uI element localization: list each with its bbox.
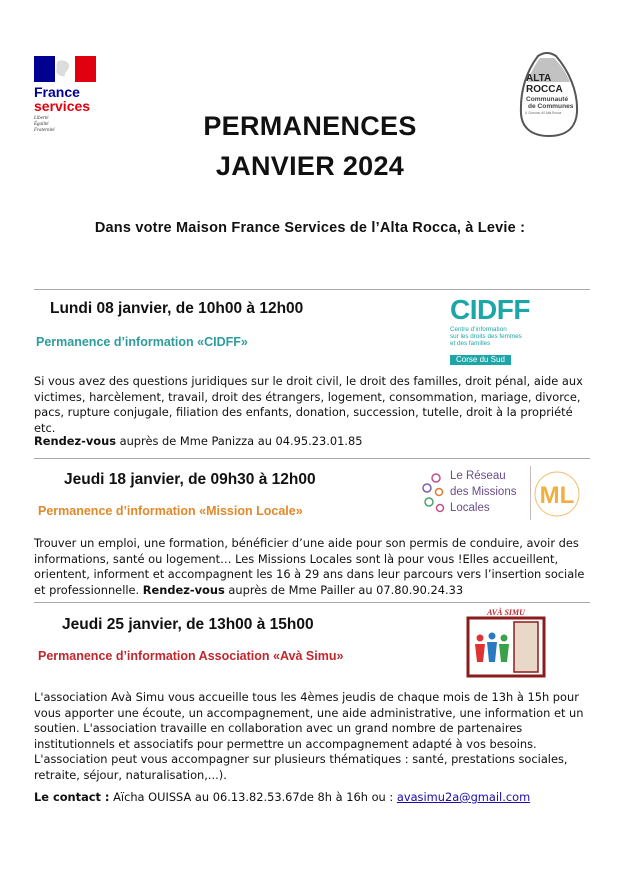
title-line2: JANVIER 2024 bbox=[215, 151, 405, 181]
section-3-permanence: Permanence d’information Association «Avà Simu» bbox=[38, 649, 344, 663]
alta-rocca-line4: de Communes bbox=[528, 103, 574, 110]
section-3-body: L'association Avà Simu vous accueille tous les 4èmes jeudis de chaque mois de 13h à 15h pour vous apporter une écoute, un accompagnement, une aide administrative, une information et un soutien. L'association travaille en collaboration avec un grand nombre de partenaires institutionnels et associatifs pour permettre un accompagnement adapté à vos besoins. L'association peut vous accompagner sur plusieurs thématiques : santé, prestations sociales, retraite, séjour, naturalisation,...). bbox=[34, 690, 584, 782]
title-line1: PERMANENCES bbox=[203, 111, 417, 141]
section-1-permanence: Permanence d’information «CIDFF» bbox=[36, 335, 248, 349]
section-1-date: Lundi 08 janvier, de 10h00 à 12h00 bbox=[50, 300, 304, 317]
section-divider bbox=[34, 289, 590, 290]
alta-rocca-line1: ALTA bbox=[526, 73, 552, 84]
contact-email-link[interactable]: avasimu2a@gmail.com bbox=[396, 790, 531, 804]
cidff-logo-word: CIDFF bbox=[450, 294, 530, 325]
section-2-permanence: Permanence d’information «Mission Locale» bbox=[38, 504, 303, 518]
section-divider bbox=[34, 458, 590, 459]
ml-mark-icon bbox=[534, 468, 580, 520]
republic-motto: Liberté Égalité Fraternité bbox=[34, 116, 55, 133]
section-3-date: Jeudi 25 janvier, de 13h00 à 15h00 bbox=[62, 616, 314, 633]
section-1-body: Si vous avez des questions juridiques sur le droit civil, le droit des familles, droit pénal, aide aux victimes, harcèlement, travail, droit des étrangers, logement, consommation, mariage, divorce, pacs, rupture conjugale, filiation des enfants, donation, succession, tutelle, droit à la propriété etc. bbox=[34, 374, 583, 435]
svg-text:ML: ML bbox=[539, 482, 575, 509]
alta-rocca-line5: U Cumunu di l'Alta Rocca bbox=[525, 111, 562, 115]
cidff-logo-band: Corse du Sud bbox=[450, 355, 511, 365]
cidff-logo-subtitle: Centre d’information sur les droits des femmes et des familles bbox=[450, 326, 522, 347]
mission-locale-logo bbox=[420, 462, 580, 524]
network-dots-icon bbox=[420, 472, 448, 516]
logo-separator bbox=[530, 466, 531, 520]
section-1-rdv: Rendez-vous auprès de Mme Panizza au 04.95.23.01.85 bbox=[34, 434, 363, 448]
section-3-contact: Le contact : Aïcha OUISSA au 06.13.82.53.67de 8h à 16h ou : avasimu2a@gmail.com bbox=[34, 790, 531, 804]
section-2-body: Trouver un emploi, une formation, bénéficier d’une aide pour son permis de conduire, avoir des informations, santé ou logement… Les Missions Locales sont là pour vous !Elles accueillent, orientent, informent et accompagnent les 16 à 29 ans dans leur parcours vers l’insertion sociale et professionnelle. Rendez-vous auprès de Mme Pailler au 07.80.90.24.33 bbox=[34, 536, 585, 597]
page-title bbox=[0, 106, 620, 186]
ava-simu-logo bbox=[464, 606, 548, 678]
ava-simu-logo-title: AVÀ SIMU bbox=[487, 608, 525, 617]
section-divider bbox=[34, 602, 590, 603]
section-2-date: Jeudi 18 janvier, de 09h30 à 12h00 bbox=[64, 471, 316, 488]
marianne-flag-icon bbox=[34, 56, 96, 82]
alta-rocca-line3: Communauté bbox=[526, 96, 569, 103]
alta-rocca-line2: ROCCA bbox=[526, 84, 563, 95]
cidff-logo bbox=[450, 296, 560, 362]
page-subtitle: Dans votre Maison France Services de l’Alta Rocca, à Levie : bbox=[94, 220, 526, 236]
mission-locale-text: Le Réseau des Missions Locales bbox=[450, 470, 517, 514]
france-services-name: France services bbox=[34, 84, 91, 114]
